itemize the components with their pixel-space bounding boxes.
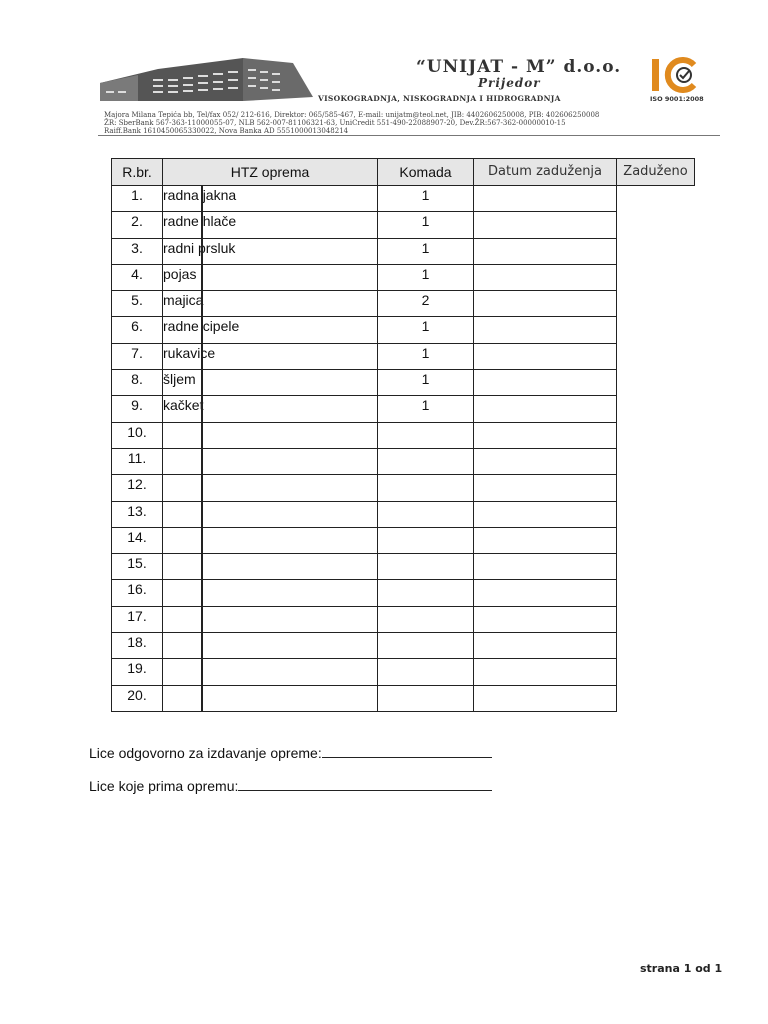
iso-label: ISO 9001:2008: [650, 95, 704, 103]
table-row: [112, 633, 695, 659]
table-row: [112, 580, 695, 606]
quantity-cell: 1: [378, 396, 474, 422]
signed-cell[interactable]: [201, 580, 203, 607]
table-row: [112, 527, 695, 553]
issue-date-cell[interactable]: [474, 580, 617, 606]
table-body: [112, 186, 695, 712]
item-name-cell: [163, 422, 378, 448]
signed-cell[interactable]: [201, 422, 203, 449]
row-number-cell: 4.: [112, 264, 163, 290]
item-name-cell: šljem: [163, 370, 378, 396]
quantity-cell: [378, 580, 474, 606]
signed-cell[interactable]: [201, 554, 203, 581]
issue-date-cell[interactable]: [474, 554, 617, 580]
signed-cell[interactable]: [201, 606, 203, 633]
table-row: [112, 370, 695, 396]
item-name-cell: radna jakna: [163, 186, 378, 212]
item-name-cell: [163, 685, 378, 711]
quantity-cell: [378, 606, 474, 632]
signed-cell[interactable]: [201, 212, 203, 239]
issue-date-cell[interactable]: [474, 396, 617, 422]
header-htz-oprema: HTZ oprema: [163, 159, 378, 186]
issuer-signature-line: [89, 743, 492, 761]
issue-date-cell[interactable]: [474, 685, 617, 711]
quantity-cell: 1: [378, 343, 474, 369]
table-row: [112, 212, 695, 238]
issuer-label: Lice odgovorno za izdavanje opreme:: [89, 745, 322, 761]
row-number-cell: 14.: [112, 527, 163, 553]
table-row: [112, 186, 695, 212]
item-name-cell: [163, 580, 378, 606]
signed-cell[interactable]: [201, 633, 203, 660]
row-number-cell: 13.: [112, 501, 163, 527]
signed-cell[interactable]: [201, 685, 203, 712]
company-name: “UNIJAT - M” d.o.o.: [416, 57, 622, 77]
issue-date-cell[interactable]: [474, 448, 617, 474]
item-name-cell: kačket: [163, 396, 378, 422]
row-number-cell: 5.: [112, 291, 163, 317]
row-number-cell: 8.: [112, 370, 163, 396]
issuer-signature-field[interactable]: [322, 743, 492, 758]
quantity-cell: [378, 659, 474, 685]
letterhead-divider: [98, 135, 720, 136]
contact-line-bank-accounts-2: Raiff.Bank 1610450065330022, Nova Banka AD 5551000013048214: [104, 127, 349, 135]
issue-date-cell[interactable]: [474, 343, 617, 369]
signed-cell[interactable]: [201, 186, 203, 213]
company-city: Prijedor: [478, 76, 541, 90]
header-komada: Komada: [378, 159, 474, 186]
row-number-cell: 16.: [112, 580, 163, 606]
signed-cell[interactable]: [201, 475, 203, 502]
contact-line-address: Majora Milana Tepića bb, Tel/fax 052/ 212-616, Direktor: 065/585-467, E-mail: unijatm@teol.net, JIB: 4402606250008, PIB: 402606250008: [104, 111, 600, 119]
table-header-row: [112, 159, 695, 186]
quantity-cell: [378, 685, 474, 711]
quantity-cell: 1: [378, 238, 474, 264]
issue-date-cell[interactable]: [474, 527, 617, 553]
row-number-cell: 1.: [112, 186, 163, 212]
row-number-cell: 19.: [112, 659, 163, 685]
quantity-cell: 1: [378, 264, 474, 290]
quantity-cell: [378, 422, 474, 448]
signed-cell[interactable]: [201, 396, 203, 423]
quantity-cell: 1: [378, 212, 474, 238]
issue-date-cell[interactable]: [474, 291, 617, 317]
row-number-cell: 20.: [112, 685, 163, 711]
quantity-cell: [378, 554, 474, 580]
item-name-cell: [163, 527, 378, 553]
contact-line-bank-accounts: ŽR: SberBank 567-363-11000055-07, NLB 562-007-81106321-63, UniCredit 551-490-22088907-20, Dev.ŽR:567-362-00000010-15: [104, 119, 566, 127]
issue-date-cell[interactable]: [474, 475, 617, 501]
item-name-cell: [163, 554, 378, 580]
signed-cell[interactable]: [201, 264, 203, 291]
table-row: [112, 475, 695, 501]
item-name-cell: [163, 606, 378, 632]
table-row: [112, 317, 695, 343]
recipient-signature-line: [89, 776, 492, 794]
item-name-cell: rukavice: [163, 343, 378, 369]
item-name-cell: [163, 633, 378, 659]
row-number-cell: 9.: [112, 396, 163, 422]
row-number-cell: 12.: [112, 475, 163, 501]
row-number-cell: 10.: [112, 422, 163, 448]
table-row: [112, 264, 695, 290]
row-number-cell: 7.: [112, 343, 163, 369]
item-name-cell: [163, 501, 378, 527]
table-row: [112, 501, 695, 527]
recipient-signature-field[interactable]: [238, 776, 492, 791]
signed-cell[interactable]: [201, 370, 203, 397]
quantity-cell: 1: [378, 317, 474, 343]
signed-cell[interactable]: [201, 527, 203, 554]
row-number-cell: 15.: [112, 554, 163, 580]
issue-date-cell[interactable]: [474, 264, 617, 290]
header-rbr: R.br.: [112, 159, 163, 186]
row-number-cell: 11.: [112, 448, 163, 474]
header-datum-zaduzenja: Datum zaduženja: [474, 159, 617, 186]
quantity-cell: 1: [378, 370, 474, 396]
recipient-label: Lice koje prima opremu:: [89, 778, 239, 794]
row-number-cell: 18.: [112, 633, 163, 659]
issue-date-cell[interactable]: [474, 317, 617, 343]
item-name-cell: [163, 448, 378, 474]
row-number-cell: 6.: [112, 317, 163, 343]
signed-cell[interactable]: [201, 291, 203, 318]
signed-cell[interactable]: [201, 448, 203, 475]
table-row: [112, 606, 695, 632]
table-row: [112, 554, 695, 580]
quantity-cell: [378, 475, 474, 501]
table-row: [112, 448, 695, 474]
issue-date-cell[interactable]: [474, 606, 617, 632]
table-row: [112, 238, 695, 264]
issue-date-cell[interactable]: [474, 212, 617, 238]
letterhead: [98, 55, 720, 145]
item-name-cell: [163, 659, 378, 685]
signed-cell[interactable]: [201, 238, 203, 265]
quantity-cell: [378, 527, 474, 553]
row-number-cell: 2.: [112, 212, 163, 238]
quantity-cell: 2: [378, 291, 474, 317]
company-activity: VISOKOGRADNJA, NISKOGRADNJA I HIDROGRADNJA: [318, 94, 561, 103]
quantity-cell: [378, 448, 474, 474]
table-row: [112, 422, 695, 448]
company-building-logo: [98, 55, 313, 105]
item-name-cell: pojas: [163, 264, 378, 290]
quantity-cell: [378, 633, 474, 659]
item-name-cell: radni prsluk: [163, 238, 378, 264]
item-name-cell: majica: [163, 291, 378, 317]
table-row: [112, 685, 695, 711]
issue-date-cell[interactable]: [474, 186, 617, 212]
quantity-cell: [378, 501, 474, 527]
issue-date-cell[interactable]: [474, 370, 617, 396]
item-name-cell: [163, 475, 378, 501]
signed-cell[interactable]: [201, 317, 203, 344]
issue-date-cell[interactable]: [474, 659, 617, 685]
row-number-cell: 17.: [112, 606, 163, 632]
table-row: [112, 343, 695, 369]
table-row: [112, 396, 695, 422]
row-number-cell: 3.: [112, 238, 163, 264]
signed-cell[interactable]: [201, 501, 203, 528]
issue-date-cell[interactable]: [474, 238, 617, 264]
table-row: [112, 291, 695, 317]
table-row: [112, 659, 695, 685]
iso-certification-logo: [650, 57, 708, 93]
quantity-cell: 1: [378, 186, 474, 212]
signed-cell[interactable]: [201, 343, 203, 370]
issue-date-cell[interactable]: [474, 633, 617, 659]
page-number: strana 1 od 1: [640, 962, 723, 975]
issue-date-cell[interactable]: [474, 422, 617, 448]
htz-equipment-table: [111, 158, 695, 712]
header-zaduzeno: Zaduženo: [617, 159, 695, 186]
item-name-cell: radne cipele: [163, 317, 378, 343]
item-name-cell: radne hlače: [163, 212, 378, 238]
signed-cell[interactable]: [201, 659, 203, 686]
issue-date-cell[interactable]: [474, 501, 617, 527]
